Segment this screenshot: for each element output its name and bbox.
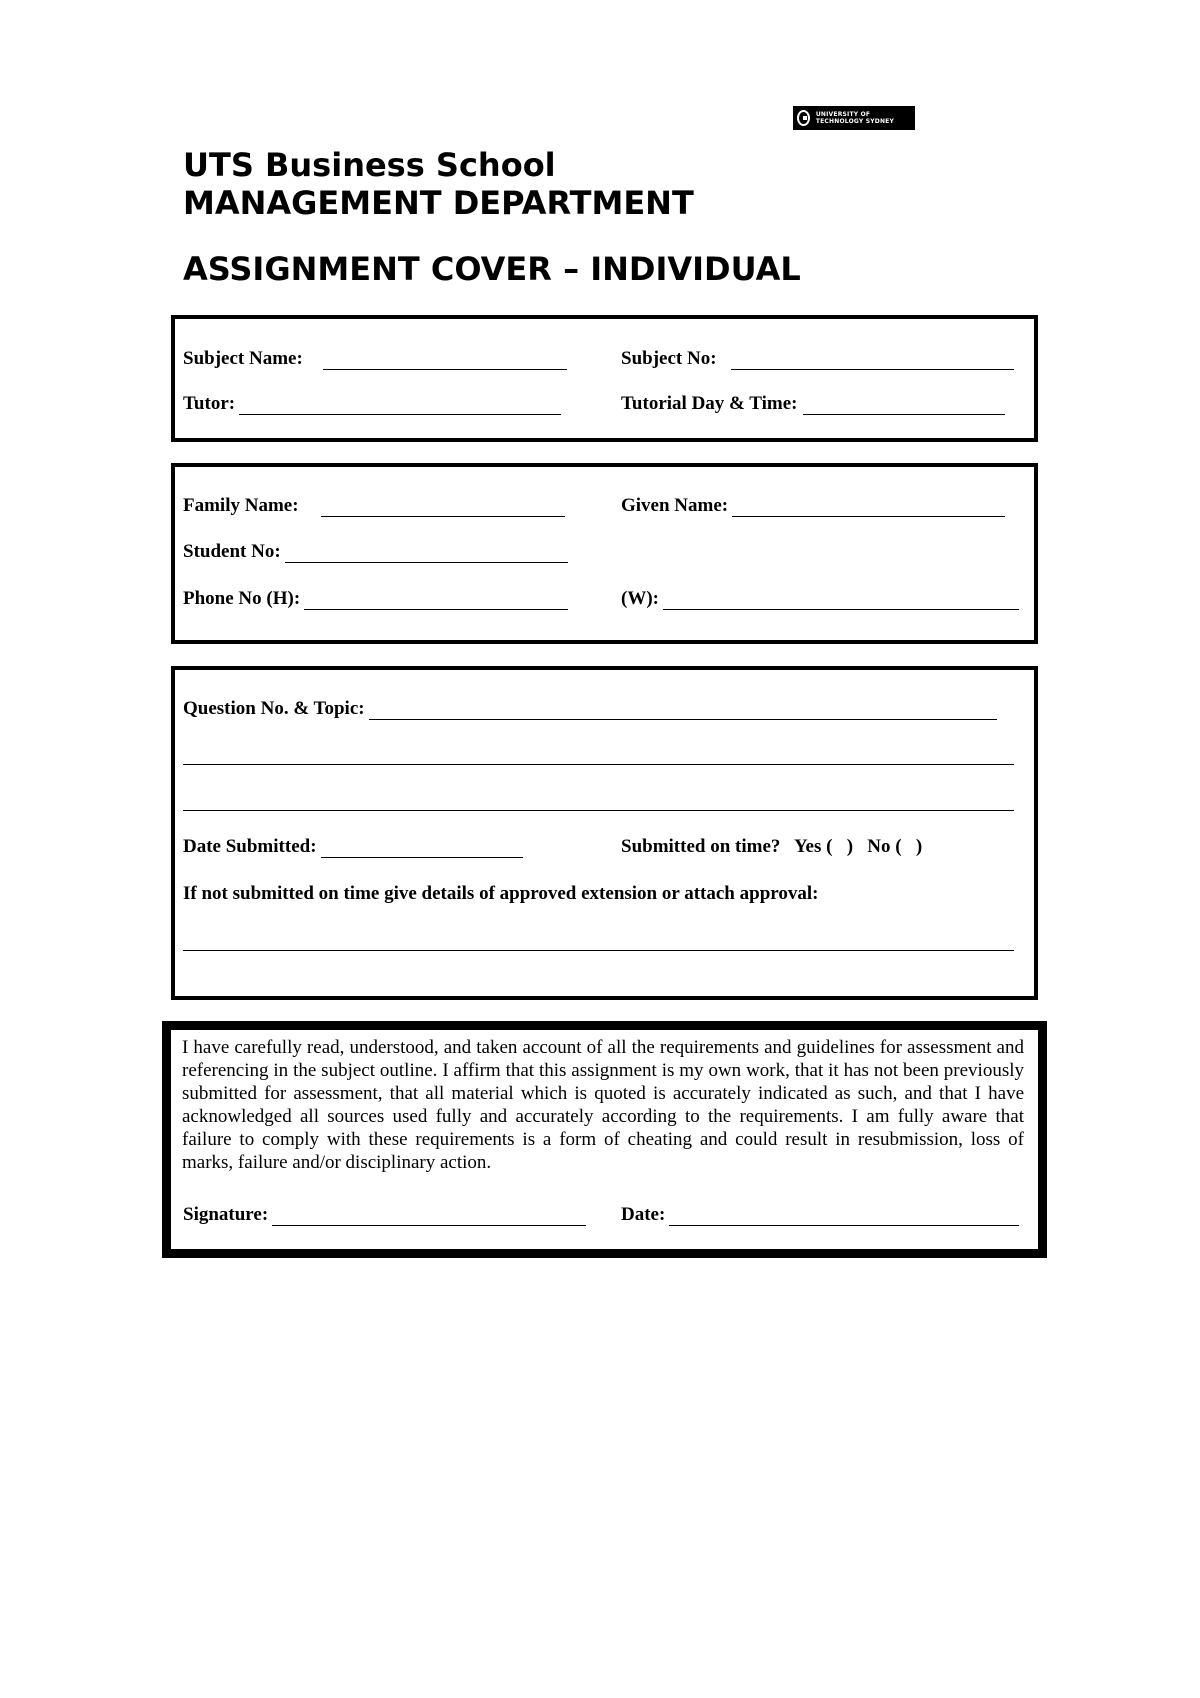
submitted-on-time-field[interactable]: [621, 836, 922, 858]
submitted-on-time-label: Submitted on time? Yes ( ) No ( ): [621, 836, 923, 857]
subject-name-line[interactable]: [323, 351, 567, 370]
student-no-line[interactable]: [285, 544, 568, 563]
subject-no-field[interactable]: [621, 348, 1014, 370]
student-no-field[interactable]: [183, 541, 568, 563]
uts-logo: [793, 106, 915, 130]
date-submitted-label: Date Submitted:: [183, 836, 317, 857]
question-topic-line-3[interactable]: [183, 810, 1014, 811]
tutor-line[interactable]: [239, 396, 561, 415]
tutorial-day-time-line[interactable]: [803, 396, 1005, 415]
family-name-label: Family Name:: [183, 495, 299, 516]
extension-note: [183, 883, 818, 905]
phone-work-field[interactable]: [621, 588, 1019, 610]
subject-details-box: [171, 315, 1038, 442]
signature-label: Signature:: [183, 1204, 269, 1225]
tutorial-day-time-field[interactable]: [621, 393, 1005, 415]
date-submitted-field[interactable]: [183, 836, 523, 858]
page-title: ASSIGNMENT COVER – INDIVIDUAL: [183, 250, 801, 288]
phone-home-field[interactable]: [183, 588, 568, 610]
phone-work-label: (W):: [621, 588, 659, 609]
question-topic-label: Question No. & Topic:: [183, 698, 365, 719]
tutor-label: Tutor:: [183, 393, 236, 414]
extension-details-line[interactable]: [183, 950, 1014, 951]
uts-crest-icon: [797, 110, 810, 126]
given-name-label: Given Name:: [621, 495, 729, 516]
subject-name-field[interactable]: [183, 348, 567, 370]
phone-work-line[interactable]: [663, 591, 1019, 610]
tutor-field[interactable]: [183, 393, 561, 415]
declaration-date-label: Date:: [621, 1204, 666, 1225]
subject-no-line[interactable]: [731, 351, 1014, 370]
declaration-date-line[interactable]: [669, 1207, 1019, 1226]
declaration-statement: I have carefully read, understood, and taken account of all the requirements and guidelines for assessment and referencing in the subject outline. I affirm that this assignment is my own work, that it has not been previously submitted for assessment, that all material which is quoted is accurately indicated as such, and that I have acknowledged all sources used fully and accurately according to the requirements. I am fully aware that failure to comply with these requirements is a form of cheating and could result in resubmission, loss of marks, failure and/or disciplinary action.: [182, 1037, 1024, 1173]
signature-line[interactable]: [272, 1207, 586, 1226]
given-name-field[interactable]: [621, 495, 1005, 517]
question-topic-line[interactable]: [369, 701, 997, 720]
phone-home-line[interactable]: [304, 591, 568, 610]
department-name: MANAGEMENT DEPARTMENT: [183, 184, 694, 222]
question-topic-line-2[interactable]: [183, 764, 1014, 765]
student-no-label: Student No:: [183, 541, 281, 562]
given-name-line[interactable]: [732, 498, 1005, 517]
tutorial-day-time-label: Tutorial Day & Time:: [621, 393, 798, 414]
declaration-date-field[interactable]: [621, 1204, 1019, 1226]
phone-home-label: Phone No (H):: [183, 588, 301, 609]
family-name-field[interactable]: [183, 495, 565, 517]
subject-name-label: Subject Name:: [183, 348, 303, 369]
signature-field[interactable]: [183, 1204, 586, 1226]
date-submitted-line[interactable]: [321, 839, 523, 858]
school-name: UTS Business School: [183, 146, 556, 184]
subject-no-label: Subject No:: [621, 348, 717, 369]
logo-text: UNIVERSITY OF TECHNOLOGY SYDNEY: [815, 111, 895, 125]
question-topic-field[interactable]: [183, 698, 997, 720]
extension-note-text: If not submitted on time give details of approved extension or attach approval:: [183, 883, 819, 904]
family-name-line[interactable]: [321, 498, 565, 517]
